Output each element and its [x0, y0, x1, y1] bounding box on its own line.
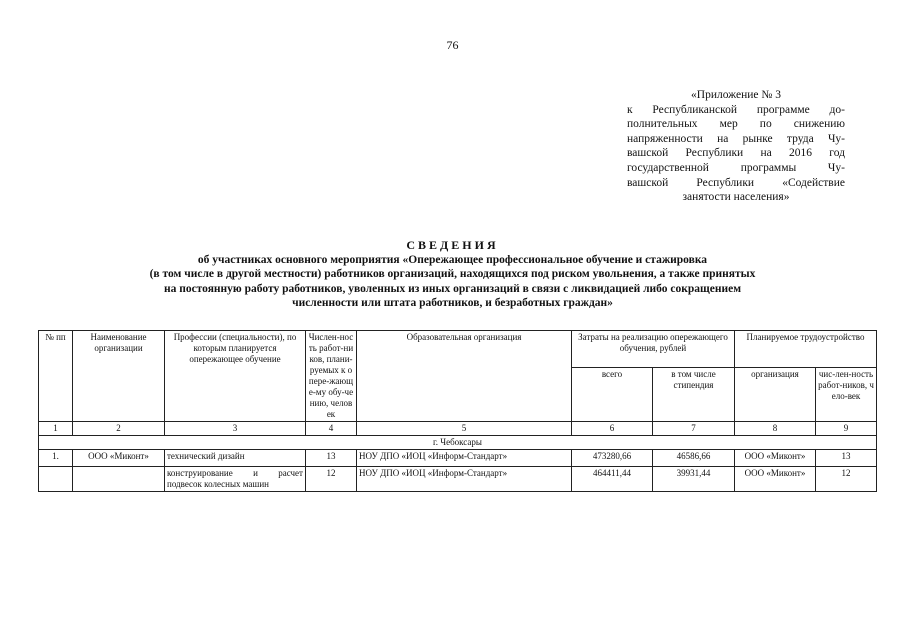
row-count: 12 [306, 467, 357, 492]
appendix-note [627, 88, 845, 205]
column-number: 6 [572, 422, 653, 436]
row-num: 1. [39, 450, 73, 467]
column-number: 7 [653, 422, 735, 436]
header-num: № пп [39, 331, 73, 422]
participants-table [38, 330, 877, 492]
row-profession: технический дизайн [165, 450, 306, 467]
appendix-line: вашской Республики «Содействие [627, 176, 845, 189]
header-count: Числен-ность работ-ников, плани-руемых к опере-жающе-му обу-чению, человек [306, 331, 357, 422]
column-number: 3 [165, 422, 306, 436]
column-number-row [39, 422, 877, 436]
heading-line: численности или штата работников, и безработных граждан» [292, 297, 613, 310]
column-number: 9 [816, 422, 877, 436]
appendix-first-line: «Приложение № 3 [691, 89, 781, 101]
header-emp-count: чис-лен-ность работ-ников, чело-век [816, 368, 877, 422]
row-org [73, 467, 165, 492]
appendix-line: к Республиканской программе до- [627, 103, 845, 116]
column-number: 5 [357, 422, 572, 436]
row-emp-count: 12 [816, 467, 877, 492]
table-row [39, 467, 877, 492]
document-heading [0, 238, 905, 311]
row-edu-org: НОУ ДПО «ИОЦ «Информ-Стандарт» [357, 450, 572, 467]
row-total: 464411,44 [572, 467, 653, 492]
row-total: 473280,66 [572, 450, 653, 467]
header-org: Наименование организации [73, 331, 165, 422]
city-label: г. Чебоксары [39, 436, 877, 450]
row-num [39, 467, 73, 492]
column-number: 1 [39, 422, 73, 436]
column-number: 4 [306, 422, 357, 436]
row-profession-line: конструирование и расчет [167, 468, 303, 478]
row-count: 13 [306, 450, 357, 467]
header-costs: Затраты на реализацию опережающего обучения, рублей [572, 331, 735, 368]
row-emp-org: ООО «Миконт» [735, 467, 816, 492]
row-stipend: 39931,44 [653, 467, 735, 492]
appendix-last-line: занятости населения» [682, 191, 790, 204]
heading-line: на постоянную работу работников, уволенных из иных организаций в связи с ликвидацией либо сокращением [163, 282, 742, 295]
row-stipend: 46586,66 [653, 450, 735, 467]
row-org: ООО «Миконт» [73, 450, 165, 467]
column-number: 8 [735, 422, 816, 436]
page-number: 76 [446, 38, 459, 52]
column-number: 2 [73, 422, 165, 436]
row-emp-count: 13 [816, 450, 877, 467]
heading-line: (в том числе в другой местности) работников организаций, находящихся под риском увольнения, а также принятых [149, 268, 756, 281]
appendix-line: полнительных мер по снижению [627, 118, 845, 131]
appendix-line: государственной программы Чу- [627, 161, 845, 174]
heading-line: об участниках основного мероприятия «Опережающее профессиональное обучение и стажировка [197, 253, 708, 266]
row-profession [165, 467, 306, 492]
header-edu-org: Образовательная организация [357, 331, 572, 422]
row-emp-org: ООО «Миконт» [735, 450, 816, 467]
appendix-line: напряженности на рынке труда Чу- [627, 132, 845, 145]
header-row [39, 331, 877, 368]
appendix-line: вашской Республики на 2016 год [627, 147, 845, 160]
row-profession-line: подвесок колесных машин [167, 479, 269, 489]
header-employment: Планируемое трудоустройство [735, 331, 877, 368]
header-costs-stipend: в том числе стипендия [653, 368, 735, 422]
row-edu-org: НОУ ДПО «ИОЦ «Информ-Стандарт» [357, 467, 572, 492]
header-emp-org: организация [735, 368, 816, 422]
city-row [39, 436, 877, 450]
document-title: СВЕДЕНИЯ [406, 238, 499, 252]
header-profession: Профессии (специальности), по которым планируется опережающее обучение [165, 331, 306, 422]
table-row [39, 450, 877, 467]
header-costs-total: всего [572, 368, 653, 422]
